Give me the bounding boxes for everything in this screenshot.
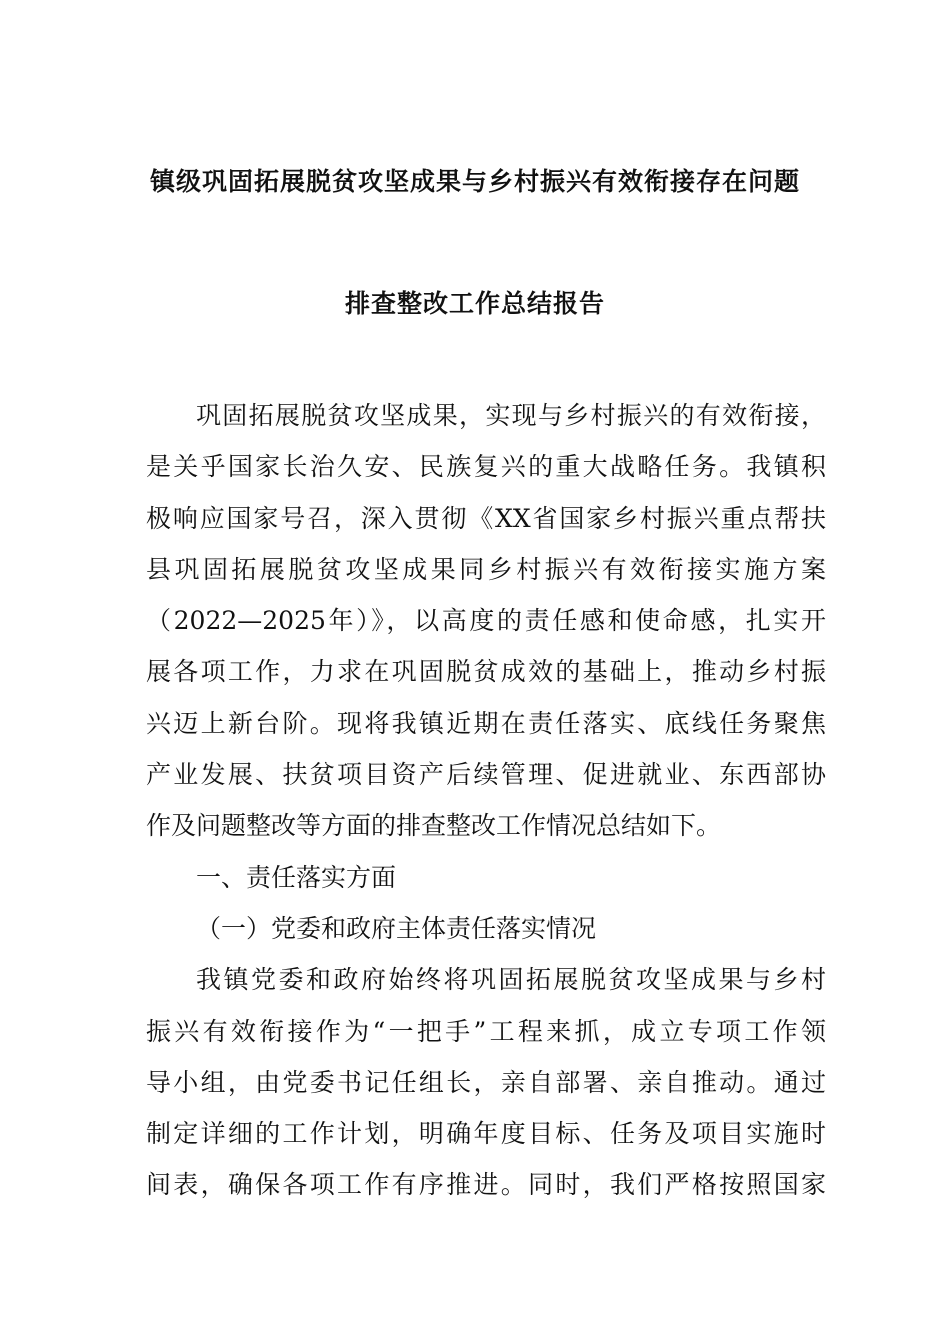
paragraph1-line: 作及问题整改等方面的排查整改工作情况总结如下。 (146, 811, 722, 841)
paragraph1-line: 产业发展、扶贫项目资产后续管理、促进就业、东西部协 (146, 760, 826, 790)
document-title-line1: 镇级巩固拓展脱贫攻坚成果与乡村振兴有效衔接存在问题 (149, 167, 800, 196)
document-title-line2: 排查整改工作总结报告 (344, 289, 605, 318)
paragraph1-line: 县巩固拓展脱贫攻坚成果同乡村振兴有效衔接实施方案 (146, 554, 826, 584)
subsection-heading: （一）党委和政府主体责任落实情况 (196, 913, 597, 943)
paragraph2-line: 导小组，由党委书记任组长，亲自部署、亲自推动。通过 (146, 1067, 826, 1097)
section-heading: 一、责任落实方面 (196, 862, 397, 892)
paragraph1-line: 展各项工作，力求在巩固脱贫成效的基础上，推动乡村振 (146, 657, 826, 687)
document-body (146, 390, 826, 1211)
paragraph1-line: 巩固拓展脱贫攻坚成果，实现与乡村振兴的有效衔接， (196, 401, 826, 430)
paragraph1-line: 兴迈上新台阶。现将我镇近期在责任落实、底线任务聚焦 (146, 708, 826, 738)
paragraph1-line: （2022—2025年）》，以高度的责任感和使命感，扎实开 (146, 606, 826, 636)
paragraph1-line: 极响应国家号召，深入贯彻《XX省国家乡村振兴重点帮扶 (146, 503, 826, 533)
paragraph2-line: 我镇党委和政府始终将巩固拓展脱贫攻坚成果与乡村 (196, 965, 826, 995)
paragraph2-line: 制定详细的工作计划，明确年度目标、任务及项目实施时 (146, 1119, 826, 1149)
paragraph1-line: 是关乎国家长治久安、民族复兴的重大战略任务。我镇积 (146, 452, 826, 482)
paragraph2-line: 间表，确保各项工作有序推进。同时，我们严格按照国家 (146, 1170, 826, 1200)
paragraph2-line: 振兴有效衔接作为“一把手”工程来抓，成立专项工作领 (146, 1016, 826, 1046)
